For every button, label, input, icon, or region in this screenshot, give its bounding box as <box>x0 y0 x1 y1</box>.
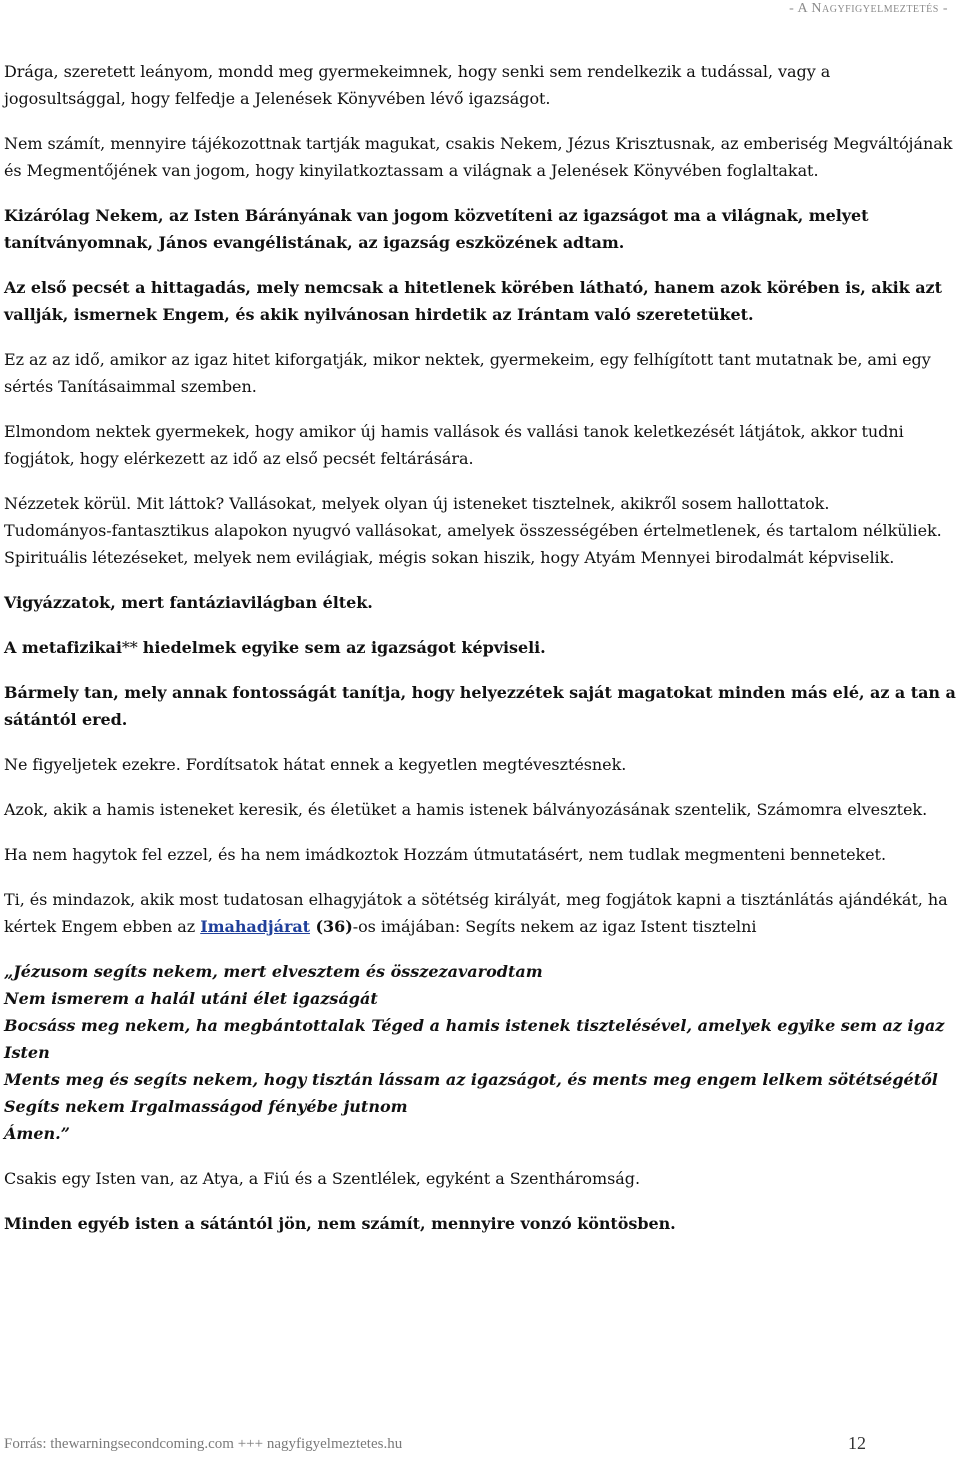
paragraph-7a: Nézzetek körül. Mit láttok? Vallásokat, melyek olyan új isteneket tisztelnek, akikről sosem hallottatok. <box>4 494 830 513</box>
paragraph-10: Bármely tan, mely annak fontosságát tanítja, hogy helyezzétek saját magatokat minden más elé, az a tan a sátántól ered. <box>4 683 956 729</box>
paragraph-7b: Tudományos-fantasztikus alapokon nyugvó vallásokat, amelyek összességében értelmetlenek, és tartalom nélküliek. Spirituális létezéseket, melyek nem evilágiak, mégis sokan hiszik, hogy Atyám Mennyei birodalmát képviselik. <box>4 521 942 567</box>
paragraph-9-end: hiedelmek egyike sem az igazságot képviseli. <box>142 638 546 657</box>
prayer-line: Nem ismerem a halál utáni élet igazságát <box>4 989 378 1008</box>
paragraph-11: Ne figyeljetek ezekre. Fordítsatok hátat ennek a kegyetlen megtévesztésnek. <box>4 755 627 774</box>
prayer-line: Ments meg és segíts nekem, hogy tisztán lássam az igazságot, és ments meg engem lelkem sötétségétől <box>4 1070 938 1089</box>
paragraph-1: Drága, szeretett leányom, mondd meg gyermekeimnek, hogy senki sem rendelkezik a tudással, vagy a jogosultsággal, hogy felfedje a Jelenések Könyvében lévő igazságot. <box>4 62 831 108</box>
footnote-marker: ** <box>121 638 143 657</box>
paragraph-2: Nem számít, mennyire tájékozottnak tartják magukat, csakis Nekem, Jézus Krisztusnak, az emberiség Megváltójának és Megmentőjének van jogom, hogy kinyilatkoztassam a világnak a Jelenések Könyvében foglaltakat. <box>4 134 953 180</box>
paragraph-5: Ez az az idő, amikor az igaz hitet kiforgatják, mikor nektek, gyermekeim, egy felhígított tant mutatnak be, ami egy sértés Tanításaimmal szemben. <box>4 350 931 396</box>
paragraph-16: Minden egyéb isten a sátántól jön, nem számít, mennyire vonzó köntösben. <box>4 1214 676 1233</box>
prayer-line: „Jézusom segíts nekem, mert elvesztem és összezavarodtam <box>4 962 543 981</box>
prayer-block <box>4 958 956 1147</box>
header-prefix: - A <box>789 1 812 16</box>
paragraph-14-end: -os imájában: Segíts nekem az igaz Istent tisztelni <box>352 917 757 936</box>
header-suffix: - <box>938 1 948 16</box>
page-footer <box>4 1433 866 1453</box>
prayer-line: Segíts nekem Irgalmasságod fényébe jutnom <box>4 1097 408 1116</box>
paragraph-6: Elmondom nektek gyermekek, hogy amikor új hamis vallások és vallási tanok keletkezését látjátok, akkor tudni fogjátok, hogy elérkezett az idő az első pecsét feltárására. <box>4 422 904 468</box>
paragraph-8: Vigyázzatok, mert fantáziavilágban éltek. <box>4 593 373 612</box>
paragraph-9 <box>4 634 956 661</box>
prayer-line: Ámen.” <box>4 1124 70 1143</box>
prayer-campaign-link[interactable]: Imahadjárat <box>200 917 310 936</box>
prayer-line: Bocsáss meg nekem, ha megbántottalak Téged a hamis istenek tisztelésével, amelyek egyike sem az igaz Isten <box>4 1016 945 1062</box>
paragraph-9-start: A metafizikai <box>4 638 122 657</box>
paragraph-12: Azok, akik a hamis isteneket keresik, és életüket a hamis istenek bálványozásának szentelik, Számomra elvesztek. <box>4 800 928 819</box>
footer-source: Forrás: thewarningsecondcoming.com +++ nagyfigyelmeztetes.hu <box>4 1436 403 1452</box>
paragraph-15: Csakis egy Isten van, az Atya, a Fiú és a Szentlélek, egyként a Szentháromság. <box>4 1169 641 1188</box>
running-header <box>789 1 948 17</box>
paragraph-14-start: Ti, és mindazok, akik most tudatosan elhagyjátok a sötétség királyát, meg fogjátok kapni a tisztánlátás ajándékát, ha kértek Engem ebben az <box>4 890 948 936</box>
header-title: Nagyfigyelmeztetés <box>811 1 939 16</box>
prayer-number: (36) <box>309 917 353 936</box>
paragraph-4: Az első pecsét a hittagadás, mely nemcsak a hitetlenek körében látható, hanem azok körében is, akik azt vallják, ismernek Engem, és akik nyilvánosan hirdetik az Irántam való szeretetüket. <box>4 278 942 324</box>
paragraph-13: Ha nem hagytok fel ezzel, és ha nem imádkoztok Hozzám útmutatásért, nem tudlak megmenteni benneteket. <box>4 845 886 864</box>
document-body <box>4 58 956 1255</box>
page-number: 12 <box>848 1433 866 1453</box>
paragraph-3: Kizárólag Nekem, az Isten Bárányának van jogom közvetíteni az igazságot ma a világnak, melyet tanítványomnak, János evangélistának, az igazság eszközének adtam. <box>4 206 869 252</box>
paragraph-14 <box>4 886 956 940</box>
